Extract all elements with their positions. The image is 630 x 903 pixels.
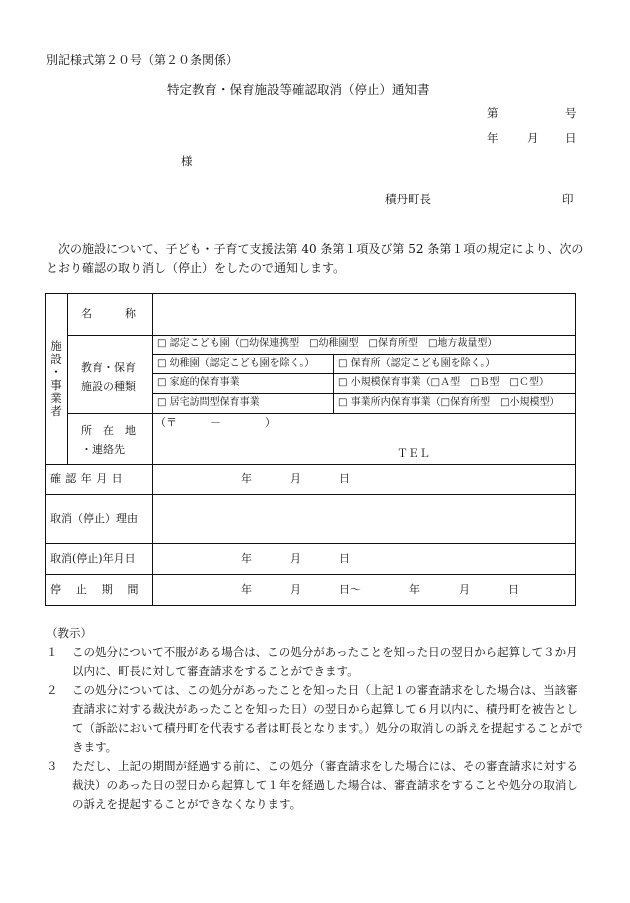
option-certified-kodomoen[interactable]: □ 認定こども園（□幼保連携型 □幼稚園型 □保育所型 □地方裁量型） — [157, 338, 498, 349]
confirm-year: 年 — [241, 472, 252, 485]
confirm-date-label: 確認年月日 — [50, 472, 127, 485]
addressee-honorific: 様 — [181, 154, 193, 168]
document-title: 特定教育・保育施設等確認取消（停止）通知書 — [167, 82, 430, 97]
instruction-text: この処分について不服がある場合は、この処分があったことを知った日の翌日から起算して３か月以内に、町長に対して審査請求をすることができます。 — [72, 645, 578, 678]
option-small-scale[interactable]: □ 小規模保育事業（□Ａ型 □Ｂ型 □Ｃ型） — [338, 377, 549, 388]
cancel-year: 年 — [241, 552, 252, 565]
option-nursery[interactable]: □ 保育所（認定こども園を除く。） — [338, 358, 496, 369]
option-workplace[interactable]: □ 事業所内保育事業（□保育所型 □小規模型） — [338, 397, 560, 408]
option-home-childcare[interactable]: □ 家庭的保育事業 — [157, 377, 240, 388]
confirm-day: 日 — [339, 472, 350, 485]
name-field[interactable] — [153, 294, 575, 335]
suspend-to-year: 年 — [409, 583, 420, 596]
option-home-visit[interactable]: □ 居宅訪問型保育事業 — [157, 397, 260, 408]
date-year-label: 年 — [487, 131, 499, 145]
suspend-period-label: 停止期間 — [50, 583, 154, 596]
instruction-text: この処分については、この処分があったことを知った日（上記１の審査請求をした場合は、当該審査請求に対する裁決があったことを知った日）の翌日から起算して６月以内に、積丹町を被告として（訴訟において積丹町を代表する者は町長となります。）処分の取消しの訴えを提起することができます。 — [72, 683, 583, 754]
facility-type-label-2: 施設の種類 — [81, 380, 136, 393]
date-month-label: 月 — [527, 131, 539, 145]
confirm-month: 月 — [290, 472, 301, 485]
address-label-2: ・連絡先 — [81, 443, 125, 456]
cancel-reason-field[interactable] — [153, 495, 575, 543]
instructions-heading: （教示） — [46, 626, 92, 640]
body-text: 次の施設について、子ども・子育て支援法第 40 条第１項及び第 52 条第１項の規定により、次のとおり確認の取り消し（停止）をしたので通知します。 — [46, 242, 584, 275]
form-table — [45, 293, 576, 606]
instruction-number: １ — [46, 645, 58, 659]
number-dai: 第 — [487, 106, 499, 120]
suspend-to-day: 日 — [508, 583, 519, 596]
instruction-text: ただし、上記の期間が経過する前に、この処分（審査請求をした場合には、その審査請求に対する裁決）のあった日の翌日から起算して１年を経過した場合は、審査請求をすることや処分の取消しの訴えを提起することができなくなります。 — [72, 759, 578, 811]
form-number: 別記様式第２０号（第２０条関係） — [46, 53, 239, 67]
instruction-item — [46, 681, 586, 757]
suspend-from-day: 日～ — [339, 583, 361, 596]
facility-type-label-1: 教育・保育 — [81, 361, 136, 374]
body-paragraph — [46, 240, 591, 278]
instruction-item — [46, 757, 586, 814]
postal-code-field[interactable]: （〒 － ） — [155, 416, 276, 429]
suspend-to-month: 月 — [459, 583, 470, 596]
facility-group-label: 施 設 ・ 事 業 者 — [50, 338, 62, 418]
cancel-reason-label: 取消（停止）理由 — [50, 512, 138, 525]
instruction-item — [46, 643, 586, 681]
cancel-month: 月 — [290, 552, 301, 565]
option-kindergarten[interactable]: □ 幼稚園（認定こども園を除く。） — [157, 358, 315, 369]
issuer: 積丹町長 — [385, 192, 431, 206]
instruction-number: ３ — [46, 759, 58, 773]
suspend-from-year: 年 — [241, 583, 252, 596]
address-label-1: 所 在 地 — [81, 424, 136, 437]
instructions — [46, 624, 586, 814]
cancel-day: 日 — [339, 552, 350, 565]
suspend-from-month: 月 — [290, 583, 301, 596]
date-day-label: 日 — [565, 131, 577, 145]
seal-mark: 印 — [562, 192, 574, 206]
name-label: 名 称 — [81, 307, 136, 320]
cancel-date-label: 取消(停止)年月日 — [50, 552, 136, 565]
instruction-number: ２ — [46, 683, 58, 697]
tel-label: ＴＥＬ — [397, 447, 430, 460]
number-go: 号 — [565, 106, 577, 120]
